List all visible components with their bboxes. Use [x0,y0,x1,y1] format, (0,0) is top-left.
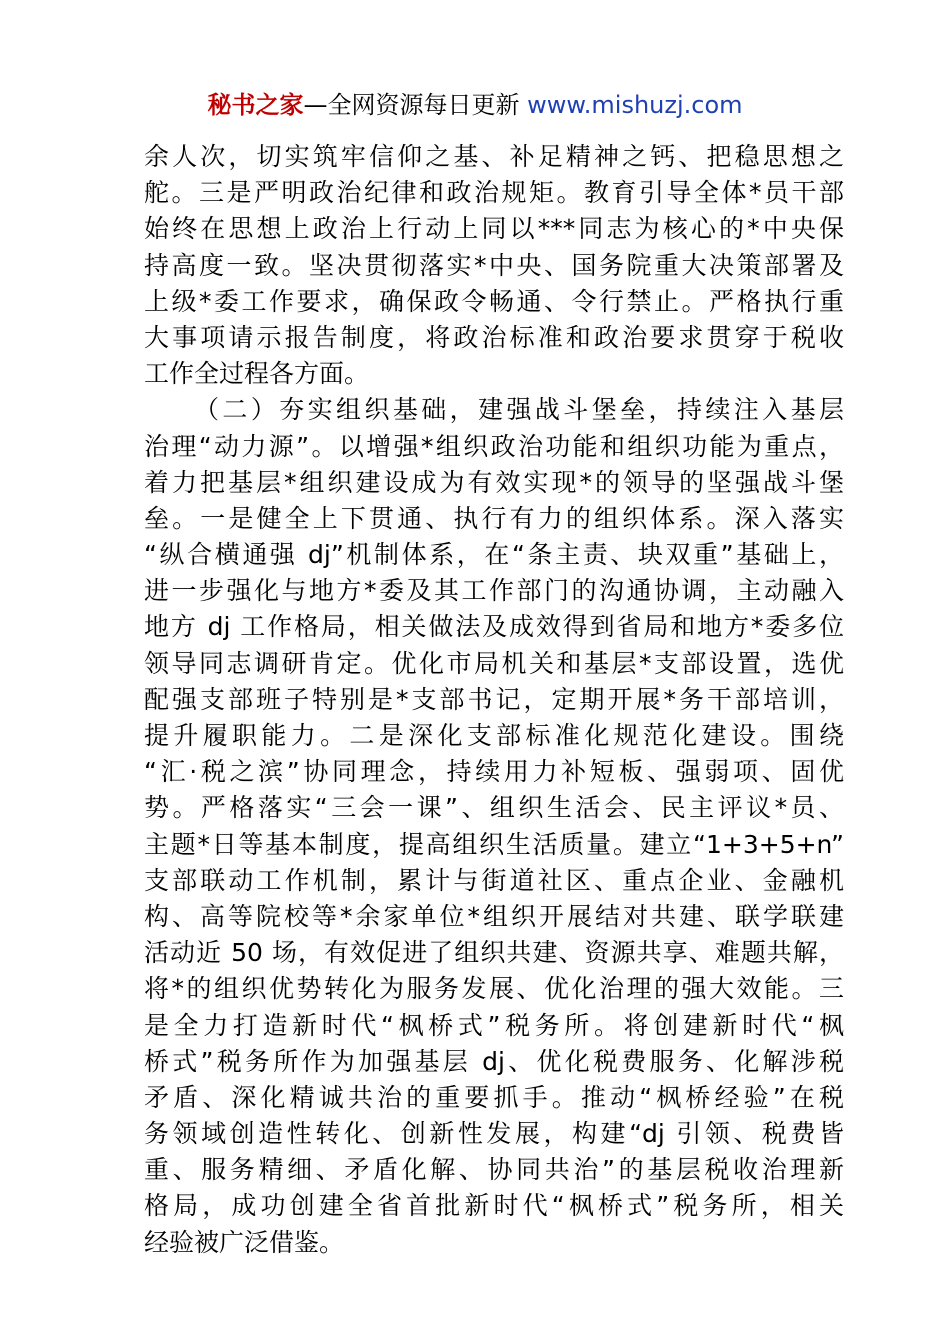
text-line: 矛盾、深化精诚共治的重要抓手。推动“枫桥经验”在税 [144,1082,844,1112]
text-line: 活动近 50 场，有效促进了组织共建、资源共享、难题共解， [144,938,844,968]
text-line: 余人次，切实筑牢信仰之基、补足精神之钙、把稳思想之 [144,142,844,171]
text-line: 领导同志调研肯定。优化市局机关和基层*支部设置，选优 [144,648,844,678]
text-line: 大事项请示报告制度，将政治标准和政治要求贯穿于税收 [144,322,844,352]
text-line: 治理“动力源”。以增强*组织政治功能和组织功能为重点， [144,431,844,461]
text-line: 着力把基层*组织建设成为有效实现*的领导的坚强战斗堡 [144,467,844,497]
text-line: 务领域创造性转化、创新性发展，构建“dj 引领、税费皆 [144,1119,844,1149]
text-line: 进一步强化与地方*委及其工作部门的沟通协调，主动融入 [144,576,844,606]
text-line: 势。严格落实“三会一课”、组织生活会、民主评议*员、 [144,793,844,823]
text-line: 桥式”税务所作为加强基层 dj、优化税费服务、化解涉税 [144,1046,844,1076]
site-link[interactable]: www.mishuzj.com [527,91,743,119]
text-line: 地方 dj 工作格局，相关做法及成效得到省局和地方*委多位 [144,612,844,642]
document-body [144,139,844,1261]
text-line: （二）夯实组织基础，建强战斗堡垒，持续注入基层 [194,395,844,425]
text-line: 构、高等院校等*余家单位*组织开展结对共建、联学联建 [144,901,844,931]
text-line: 垒。一是健全上下贯通、执行有力的组织体系。深入落实 [144,503,844,533]
header-tagline: —全网资源每日更新 [303,91,528,119]
text-line: 提升履职能力。二是深化支部标准化规范化建设。围绕 [144,721,844,750]
text-line: 将*的组织优势转化为服务发展、优化治理的强大效能。三 [144,974,844,1004]
text-line: 舵。三是严明政治纪律和政治规矩。教育引导全体*员干部 [144,178,844,208]
site-header [0,88,950,122]
text-line: 是全力打造新时代“枫桥式”税务所。将创建新时代“枫 [144,1010,844,1040]
text-line: 经验被广泛借鉴。 [144,1227,345,1257]
text-line: 支部联动工作机制，累计与街道社区、重点企业、金融机 [144,865,844,895]
text-line: 重、服务精细、矛盾化解、协同共治”的基层税收治理新 [144,1155,844,1185]
text-line: 上级*委工作要求，确保政令畅通、令行禁止。严格执行重 [144,286,844,316]
text-line: 持高度一致。坚决贯彻落实*中央、国务院重大决策部署及 [144,250,844,280]
text-line: “纵合横通强 dj”机制体系，在“条主责、块双重”基础上， [144,540,844,570]
text-line: 工作全过程各方面。 [144,359,370,389]
text-line: 始终在思想上政治上行动上同以***同志为核心的*中央保 [144,214,844,244]
text-line: 配强支部班子特别是*支部书记，定期开展*务干部培训， [144,684,844,714]
text-line: 主题*日等基本制度，提高组织生活质量。建立“1+3+5+n” [144,829,844,859]
brand-name: 秘书之家 [207,91,304,119]
text-line: 格局，成功创建全省首批新时代“枫桥式”税务所，相关 [144,1191,844,1221]
text-line: “汇·税之滨”协同理念，持续用力补短板、强弱项、固优 [144,757,844,787]
